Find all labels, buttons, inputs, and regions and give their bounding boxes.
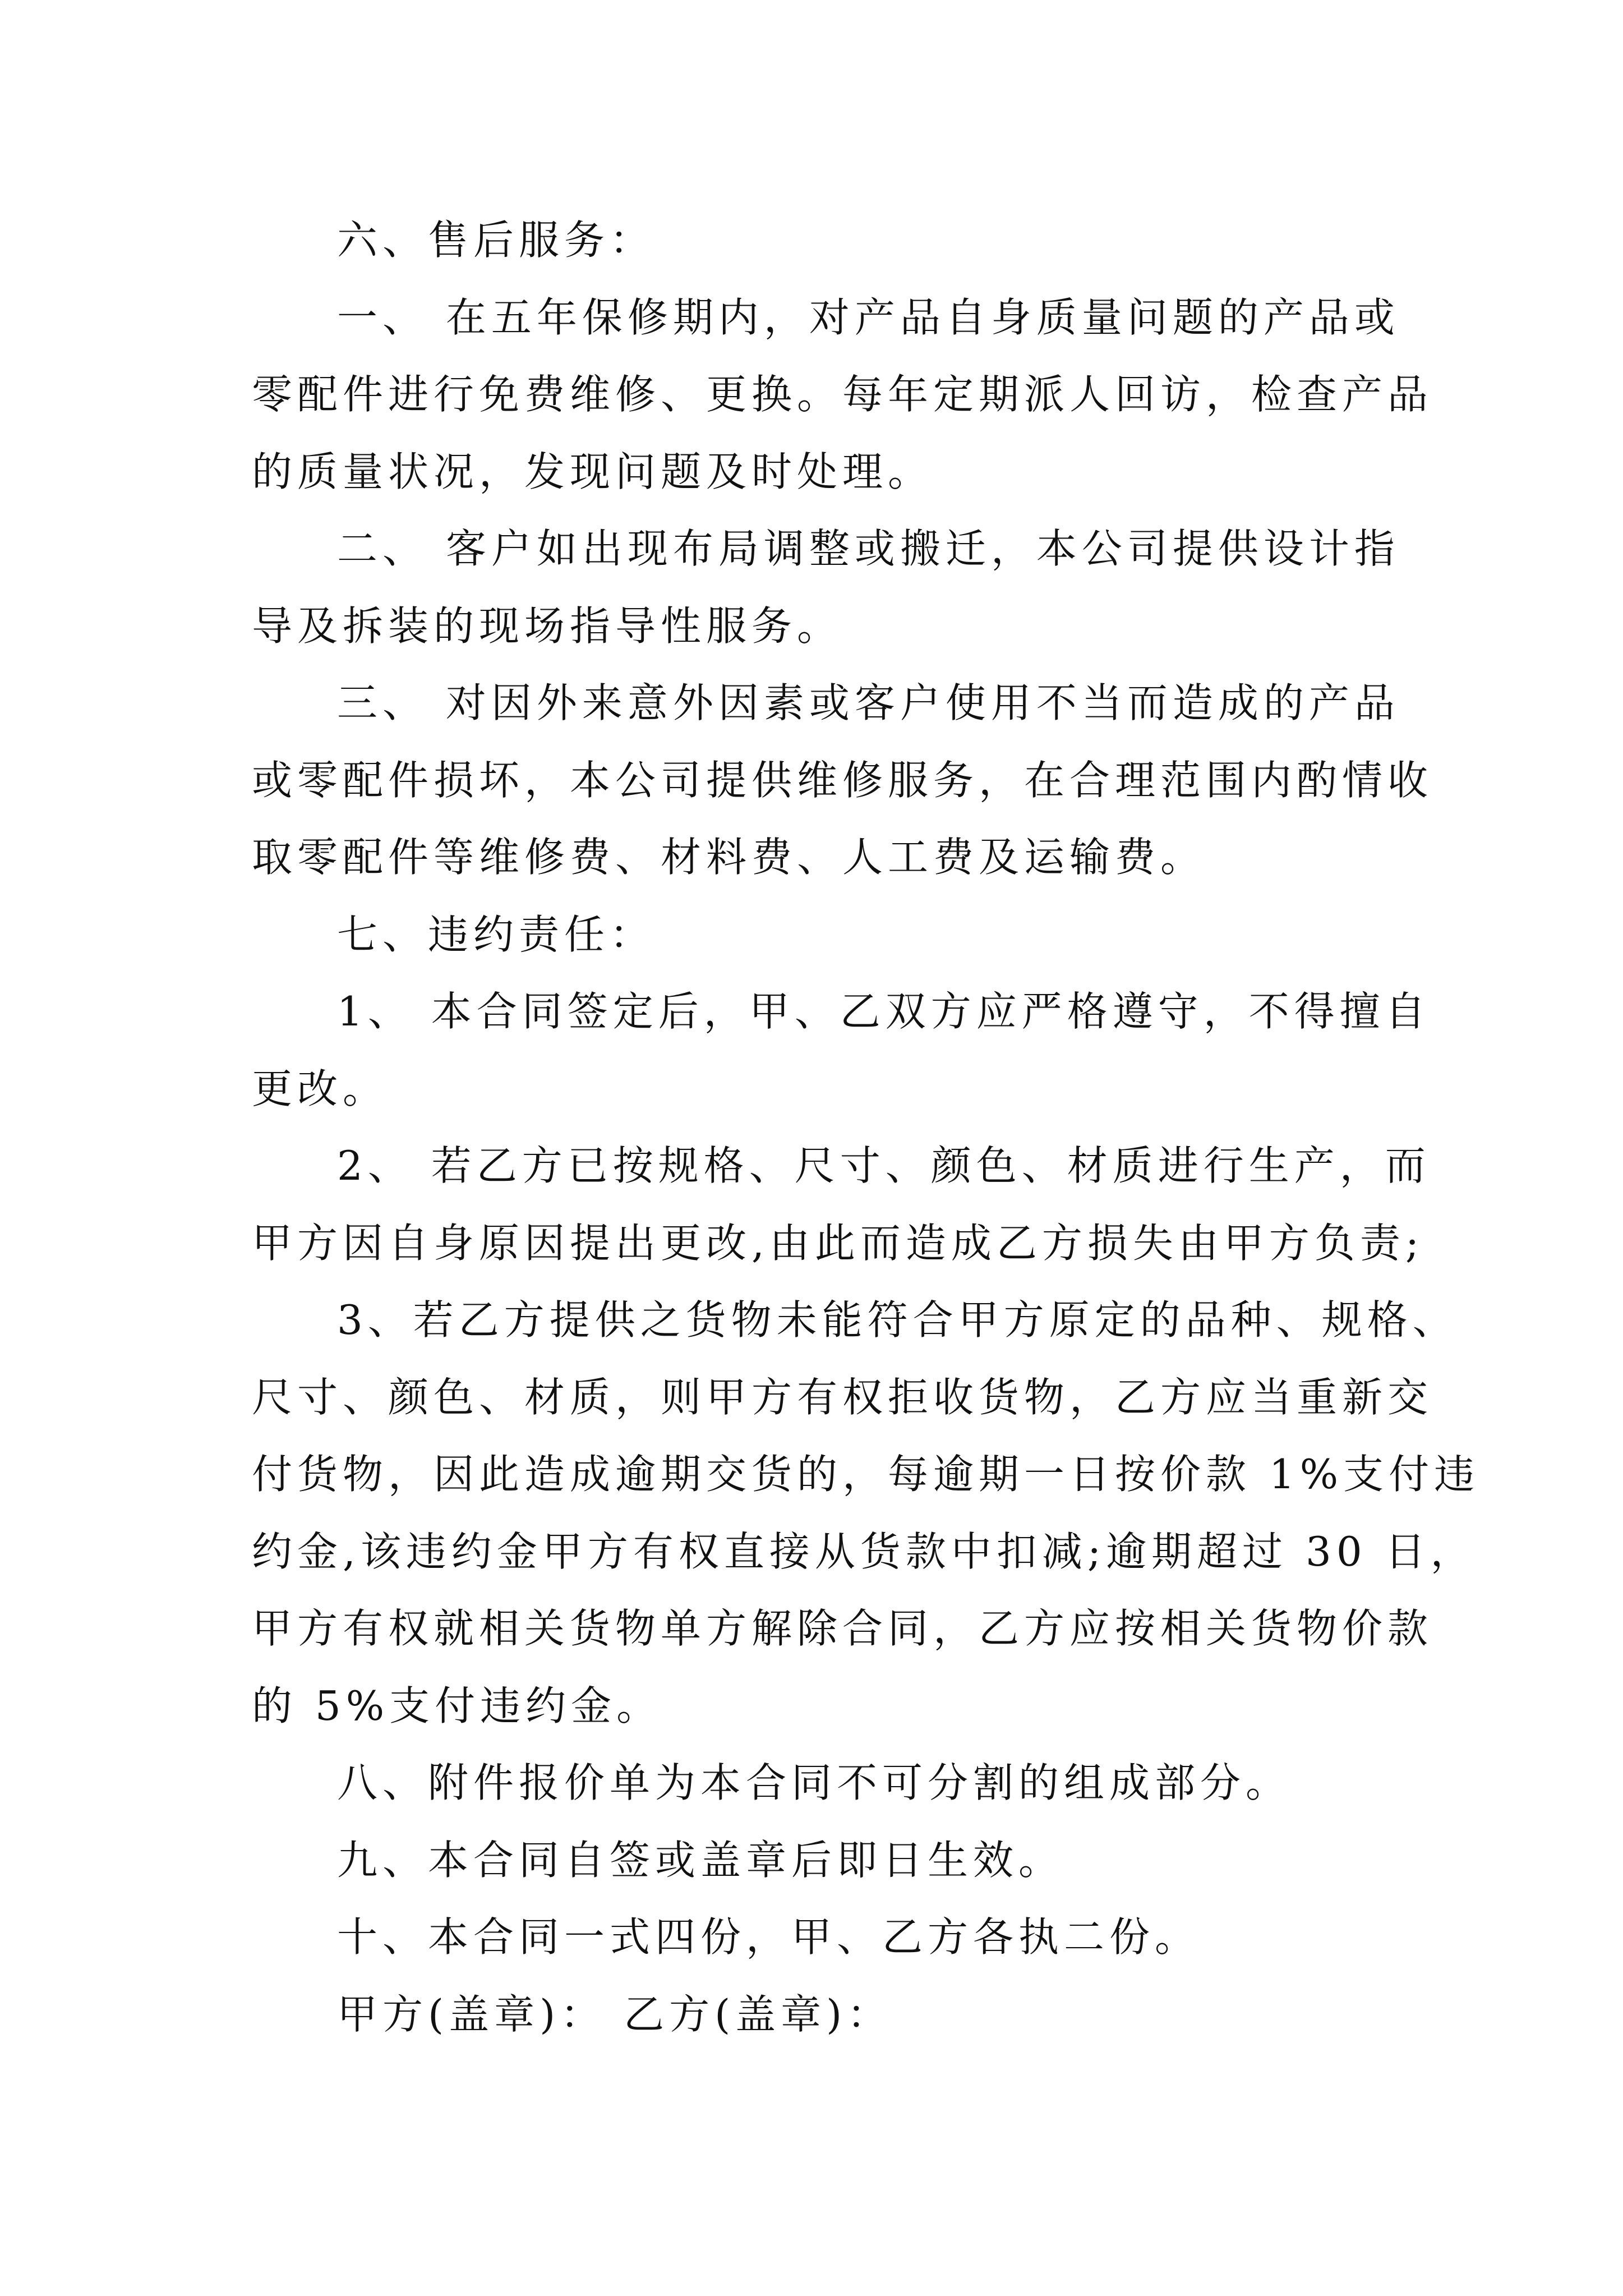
- paragraph-line: 二、 客户如出现布局调整或搬迁，本公司提供设计指: [337, 525, 1400, 572]
- paragraph-line: 零配件进行免费维修、更换。每年定期派人回访，检查产品: [252, 371, 1433, 418]
- section-heading-liability: 七、违约责任：: [337, 910, 656, 958]
- paragraph-line: 2、 若乙方已按规格、尺寸、颜色、材质进行生产，而: [337, 1142, 1431, 1189]
- paragraph-line: 三、 对因外来意外因素或客户使用不当而造成的产品: [337, 679, 1400, 726]
- paragraph-line: 付货物，因此造成逾期交货的，每逾期一日按价款 1%支付违: [252, 1451, 1480, 1498]
- clause-copies: 十、本合同一式四份，甲、乙方各执二份。: [337, 1913, 1201, 1961]
- paragraph-line: 的 5%支付违约金。: [252, 1682, 662, 1729]
- contract-body: [252, 202, 1480, 2053]
- clause-effective: 九、本合同自签或盖章后即日生效。: [337, 1836, 1064, 1884]
- paragraph-line: 3、若乙方提供之货物未能符合甲方原定的品种、规格、: [337, 1296, 1458, 1343]
- paragraph-line: 尺寸、颜色、材质，则甲方有权拒收货物，乙方应当重新交: [252, 1373, 1433, 1421]
- paragraph-line: 取零配件等维修费、材料费、人工费及运输费。: [252, 834, 1206, 881]
- paragraph-line: 的质量状况，发现问题及时处理。: [252, 448, 934, 495]
- signature-line: 甲方(盖章)： 乙方(盖章)：: [337, 1990, 893, 2038]
- paragraph-line: 约金,该违约金甲方有权直接从货款中扣减;逾期超过 30 日，: [252, 1527, 1476, 1575]
- paragraph-line: 1、 本合同签定后，甲、乙双方应严格遵守，不得擅自: [337, 988, 1431, 1035]
- clause-attachment: 八、附件报价单为本合同不可分割的组成部分。: [337, 1759, 1292, 1806]
- paragraph-line: 导及拆装的现场指导性服务。: [252, 602, 843, 650]
- section-heading-after-sales: 六、售后服务：: [337, 217, 656, 264]
- paragraph-line: 或零配件损坏，本公司提供维修服务，在合理范围内酌情收: [252, 756, 1433, 804]
- paragraph-line: 一、 在五年保修期内，对产品自身质量问题的产品或: [337, 293, 1400, 341]
- paragraph-line: 甲方因自身原因提出更改,由此而造成乙方损失由甲方负责;: [252, 1219, 1424, 1267]
- paragraph-line: 更改。: [252, 1065, 389, 1112]
- paragraph-line: 甲方有权就相关货物单方解除合同，乙方应按相关货物价款: [252, 1605, 1433, 1652]
